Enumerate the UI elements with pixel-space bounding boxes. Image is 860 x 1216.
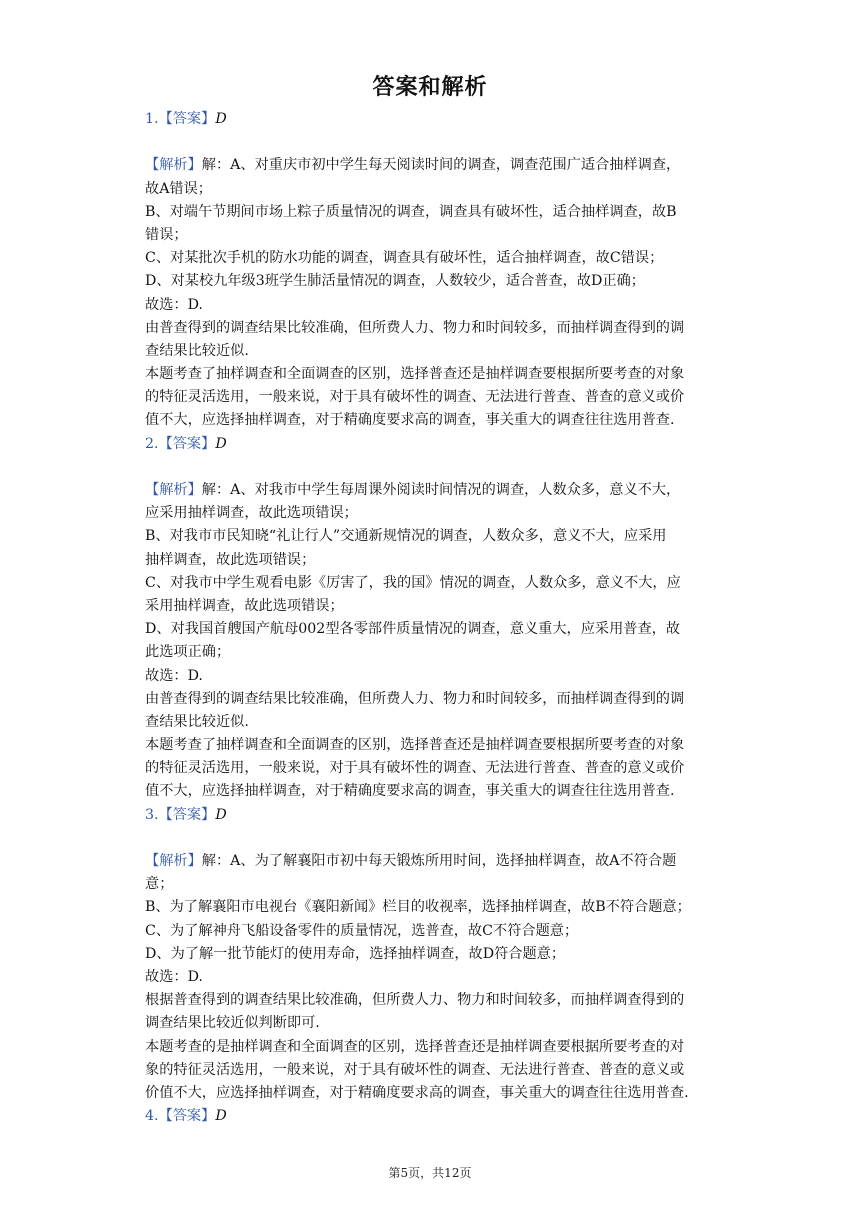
answer-letter: D (215, 111, 227, 127)
analysis-line (145, 1036, 720, 1059)
analysis-text: 查结果比较近似. (145, 342, 249, 359)
analysis-line (145, 502, 720, 525)
analysis-text: 本题考查了抽样调查和全面调查的区别，选择普查还是抽样调查要根据所要考查的对象 (145, 737, 685, 754)
analysis-text: 故选：D. (145, 968, 203, 985)
analysis-line (145, 896, 720, 919)
analysis-text: 解：A、对重庆市初中学生每天阅读时间的调查，调查范围广适合抽样调查， (201, 157, 681, 174)
analysis-line (145, 1082, 720, 1105)
analysis-line (145, 224, 720, 247)
answer-tag: 【答案】 (158, 111, 216, 127)
answer-tag: 【答案】 (158, 806, 216, 823)
analysis-line (145, 409, 720, 432)
analysis-text: 故选：D. (145, 296, 203, 313)
analysis-line (145, 711, 720, 734)
analysis-text: 象的特征灵活选用，一般来说，对于具有破坏性的调查、无法进行普查、普查的意义或 (145, 1061, 685, 1078)
analysis-line (145, 1059, 720, 1082)
analysis-text: C、为了解神舟飞船设备零件的质量情况，选普查，故C不符合题意； (145, 922, 579, 939)
analysis-line (145, 780, 720, 803)
answer-letter: D (215, 1108, 227, 1125)
analysis-line (145, 317, 720, 340)
question-number: 2. (145, 435, 159, 452)
analysis-line (145, 201, 720, 224)
analysis-text: 解：A、对我市中学生每周课外阅读时间情况的调查，人数众多，意义不大， (201, 482, 681, 498)
analysis-text: 应采用抽样调查，故此选项错误； (145, 505, 358, 522)
question-number: 3. (145, 806, 159, 823)
blank-line (145, 456, 720, 479)
analysis-line (145, 665, 720, 688)
analysis-line (145, 525, 720, 548)
analysis-line (145, 294, 720, 317)
analysis-line (145, 734, 720, 757)
analysis-text: 意； (145, 876, 174, 893)
analysis-line (145, 989, 720, 1012)
answer-line (145, 108, 720, 131)
analysis-text: 查结果比较近似. (145, 713, 249, 730)
analysis-text: 抽样调查，故此选项错误； (145, 551, 316, 568)
analysis-text: B、对端午节期间市场上粽子质量情况的调查，调查具有破坏性，适合抽样调查，故B (145, 203, 677, 220)
answer-line (145, 433, 720, 456)
analysis-tag: 【解析】 (145, 853, 202, 869)
analysis-line (145, 966, 720, 989)
analysis-line (145, 873, 720, 896)
analysis-line (145, 618, 720, 641)
analysis-text: D、对某校九年级3班学生肺活量情况的调查，人数较少，适合普查，故D正确； (145, 273, 645, 290)
analysis-line (145, 757, 720, 780)
blank-line (145, 131, 720, 154)
analysis-line (145, 340, 720, 363)
analysis-line (145, 549, 720, 572)
analysis-line (145, 178, 720, 201)
answer-letter: D (215, 806, 227, 823)
page-title: 答案和解析 (372, 74, 488, 100)
blank-line (145, 827, 720, 850)
analysis-line (145, 641, 720, 664)
analysis-line (145, 943, 720, 966)
answer-letter: D (215, 435, 227, 452)
analysis-text: B、为了解襄阳市电视台《襄阳新闻》栏目的收视率，选择抽样调查，故B不符合题意； (145, 899, 691, 916)
analysis-text: 的特征灵活选用，一般来说，对于具有破坏性的调查、无法进行普查、普查的意义或价 (145, 760, 685, 777)
question-number: 4. (145, 1108, 159, 1125)
answer-line (145, 1105, 720, 1128)
analysis-text: 本题考查了抽样调查和全面调查的区别，选择普查还是抽样调查要根据所要考查的对象 (145, 366, 685, 383)
analysis-text: 由普查得到的调查结果比较准确，但所费人力、物力和时间较多，而抽样调查得到的调 (145, 690, 685, 707)
analysis-line (145, 363, 720, 386)
analysis-line (145, 595, 720, 618)
analysis-line (145, 920, 720, 943)
answer-tag: 【答案】 (158, 1108, 216, 1125)
analysis-line (145, 850, 720, 873)
analysis-text: B、对我市市民知晓“礼让行人”交通新规情况的调查，人数众多，意义不大，应采用 (145, 528, 667, 545)
analysis-text: D、为了解一批节能灯的使用寿命，选择抽样调查，故D符合题意； (145, 945, 566, 962)
analysis-text: 故选：D. (145, 667, 203, 684)
answer-line (145, 804, 720, 827)
analysis-text: 根据普查得到的调查结果比较准确，但所费人力、物力和时间较多，而抽样调查得到的 (145, 992, 685, 1009)
analysis-tag: 【解析】 (145, 157, 202, 174)
analysis-text: C、对我市中学生观看电影《厉害了，我的国》情况的调查，人数众多，意义不大，应 (145, 574, 681, 591)
question-number: 1. (145, 111, 159, 127)
analysis-line (145, 572, 720, 595)
analysis-line (145, 270, 720, 293)
analysis-line (145, 154, 720, 177)
analysis-text: 调查结果比较近似判断即可. (145, 1015, 320, 1032)
analysis-text: 解：A、为了解襄阳市初中每天锻炼所用时间，选择抽样调查，故A不符合题 (201, 853, 677, 869)
analysis-line (145, 688, 720, 711)
answer-tag: 【答案】 (158, 435, 216, 452)
page-footer: 第5页，共12页 (388, 1166, 472, 1180)
analysis-text: 价值不大，应选择抽样调查，对于精确度要求高的调查，事关重大的调查往往选用普查. (145, 1084, 689, 1101)
analysis-line (145, 386, 720, 409)
analysis-text: 本题考查的是抽样调查和全面调查的区别，选择普查还是抽样调查要根据所要考查的对 (145, 1038, 685, 1055)
analysis-text: 的特征灵活选用，一般来说，对于具有破坏性的调查、无法进行普查、普查的意义或价 (145, 389, 685, 406)
analysis-text: 值不大，应选择抽样调查，对于精确度要求高的调查，事关重大的调查往往选用普查. (145, 412, 675, 429)
analysis-text: 采用抽样调查，故此选项错误； (145, 597, 344, 614)
analysis-text: C、对某批次手机的防水功能的调查，调查具有破坏性，适合抽样调查，故C错误； (145, 250, 664, 267)
answer-content (145, 108, 720, 1128)
analysis-line (145, 247, 720, 270)
analysis-text: 错误； (145, 226, 188, 243)
analysis-text: 由普查得到的调查结果比较准确，但所费人力、物力和时间较多，而抽样调查得到的调 (145, 319, 685, 336)
analysis-text: 值不大，应选择抽样调查，对于精确度要求高的调查，事关重大的调查往往选用普查. (145, 783, 675, 800)
analysis-text: 此选项正确； (145, 644, 231, 661)
analysis-line (145, 479, 720, 502)
analysis-text: D、对我国首艘国产航母002型各零部件质量情况的调查，意义重大，应采用普查，故 (145, 621, 681, 638)
analysis-tag: 【解析】 (145, 482, 202, 498)
analysis-text: 故A错误； (145, 180, 212, 197)
analysis-line (145, 1012, 720, 1035)
